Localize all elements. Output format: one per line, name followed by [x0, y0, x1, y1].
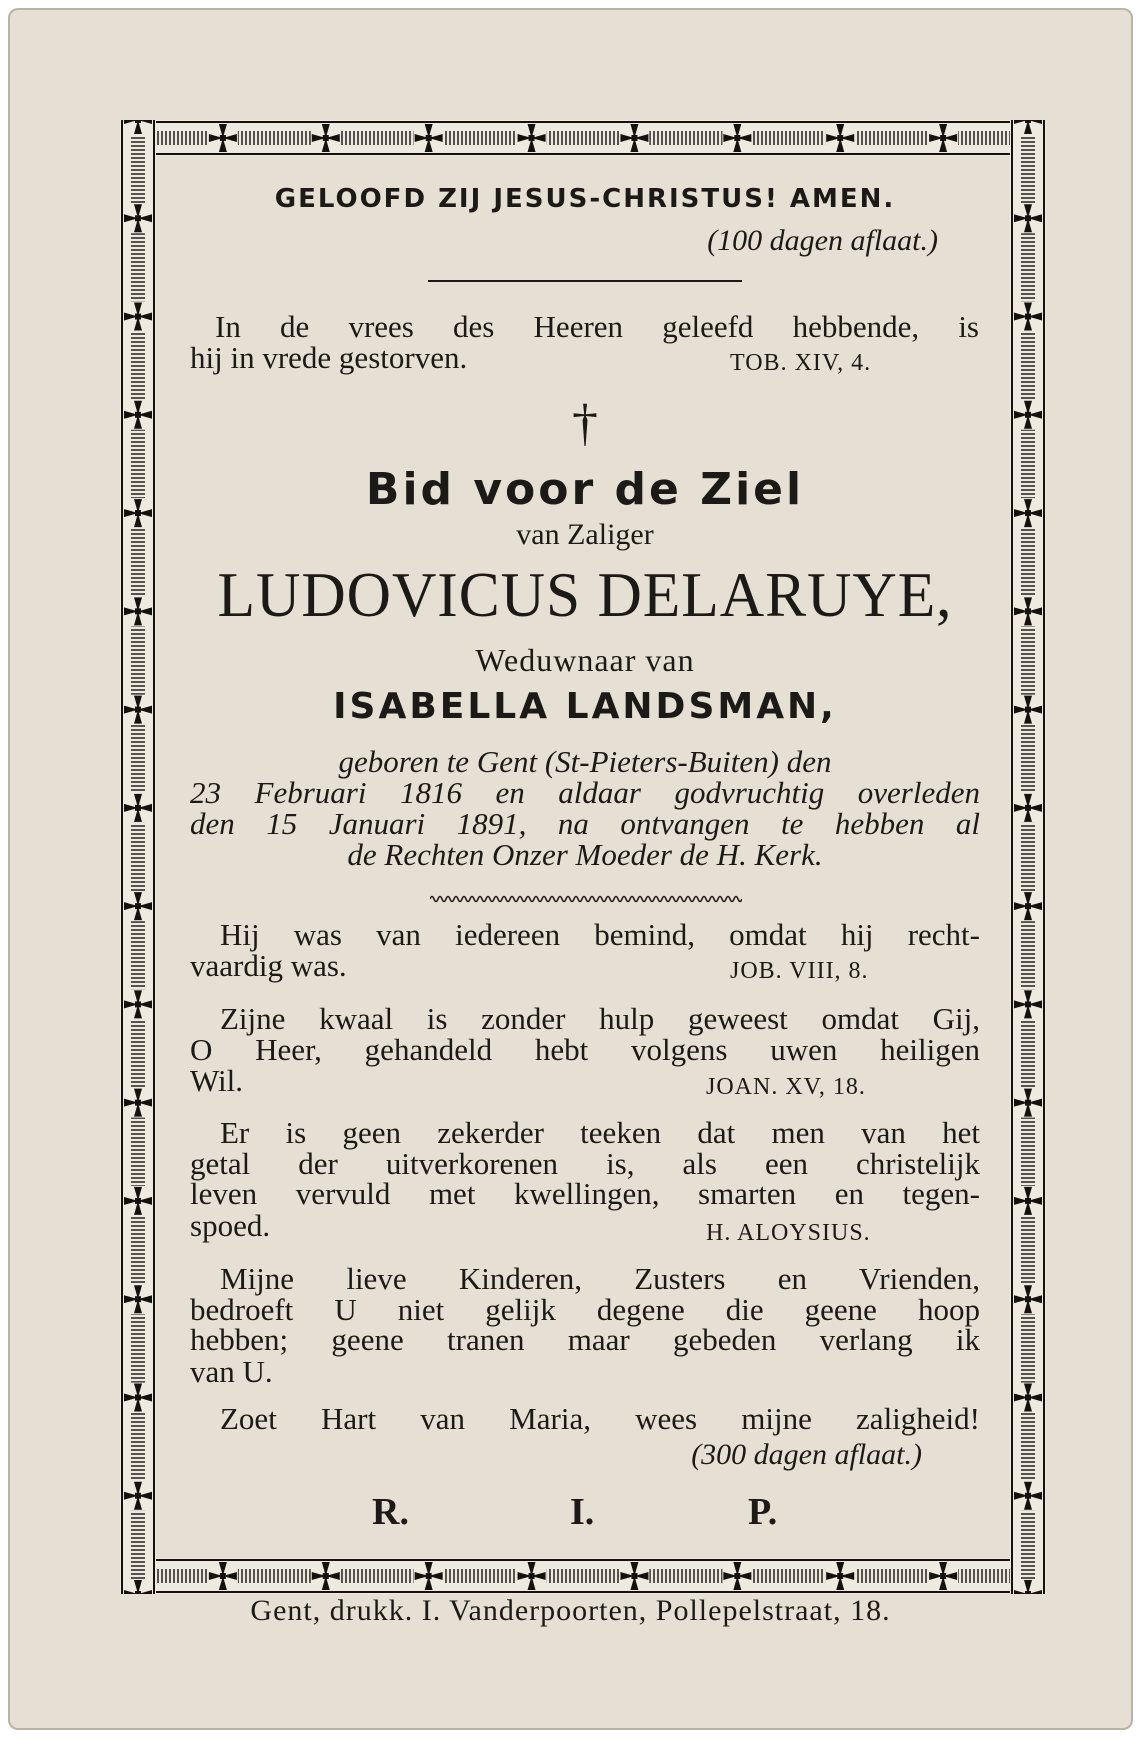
- quote-1-reference: JOB. VIII, 8.: [730, 958, 869, 984]
- bio-line: de Rechten Onzer Moeder de H. Kerk.: [347, 837, 823, 872]
- wavy-divider: [430, 892, 742, 906]
- quote-line: Hij was van iedereen bemind, omdat hij recht-: [220, 917, 980, 952]
- quote-3: [220, 1115, 980, 1150]
- quote-2-cont: [190, 1032, 980, 1067]
- quote-3-reference: H. ALOYSIUS.: [706, 1220, 871, 1246]
- quote-2: [220, 1001, 980, 1036]
- spouse-name: ISABELLA LANDSMAN,: [333, 686, 837, 727]
- relation-label: Weduwnaar van: [475, 642, 695, 678]
- printer-imprint: Gent, drukk. I. Vanderpoorten, Pollepelstraat, 18.: [250, 1594, 891, 1627]
- quote-line: spoed.: [190, 1208, 271, 1243]
- header-indulgence: (100 dagen aflaat.): [707, 224, 938, 257]
- quote-4: [220, 1261, 980, 1296]
- quote-line: Er is geen zekerder teeken dat men van het: [220, 1115, 980, 1150]
- quote-line: getal der uitverkorenen is, als een christelijk: [190, 1146, 980, 1181]
- bio-line: den 15 Januari 1891, na ontvangen te hebben al: [190, 806, 980, 841]
- closing-prayer-line: Zoet Hart van Maria, wees mijne zaligheid!: [220, 1401, 980, 1436]
- memorial-card: [8, 8, 1133, 1730]
- divider-line: [428, 280, 742, 282]
- rip-r: R.: [372, 1491, 409, 1533]
- border-right: [1010, 120, 1046, 1594]
- border-bottom: [120, 1558, 1046, 1594]
- rip-i: I.: [570, 1491, 595, 1533]
- quote-2-reference: JOAN. XV, 18.: [706, 1074, 866, 1100]
- quote-line: bedroeft U niet gelijk degene die geene hoop: [190, 1292, 980, 1327]
- closing-indulgence: (300 dagen aflaat.): [691, 1438, 922, 1471]
- deceased-name: LUDOVICUS DELARUYE,: [217, 559, 953, 630]
- verse-1: [215, 309, 979, 344]
- verse-1-reference: TOB. XIV, 4.: [730, 350, 872, 376]
- prayer-heading: Bid voor de Ziel: [365, 464, 805, 515]
- cross-icon: †: [572, 395, 598, 452]
- closing-prayer: [220, 1401, 980, 1436]
- quote-line: Zijne kwaal is zonder hulp geweest omdat Gij,: [220, 1001, 980, 1036]
- quote-line: Mijne lieve Kinderen, Zusters en Vrienden,: [220, 1261, 980, 1296]
- prayer-subheading: van Zaliger: [516, 518, 654, 551]
- border-left: [120, 120, 156, 1594]
- quote-3-cont: [190, 1146, 980, 1211]
- quote-line: O Heer, gehandeld hebt volgens uwen heiligen: [190, 1032, 980, 1067]
- border-top: [120, 120, 1046, 156]
- bio-line: 23 Februari 1816 en aldaar godvruchtig overleden: [190, 775, 980, 810]
- quote-line: hebben; geene tranen maar gebeden verlang ik: [190, 1322, 980, 1357]
- verse-1-line: In de vrees des Heeren geleefd hebbende, is: [215, 309, 979, 344]
- quote-1: [220, 917, 980, 952]
- rip-p: P.: [748, 1491, 778, 1533]
- quote-line: vaardig was.: [190, 948, 347, 983]
- verse-1-line: hij in vrede gestorven.: [190, 340, 468, 375]
- biography: [190, 746, 980, 870]
- quote-line: Wil.: [190, 1063, 243, 1098]
- bio-line: geboren te Gent (St-Pieters-Buiten) den: [338, 744, 832, 779]
- quote-line: van U.: [190, 1354, 273, 1389]
- quote-4-cont: [190, 1292, 980, 1357]
- quote-line: leven vervuld met kwellingen, smarten en tegen-: [190, 1176, 980, 1211]
- header-title: GELOOFD ZIJ JESUS-CHRISTUS! AMEN.: [274, 184, 896, 214]
